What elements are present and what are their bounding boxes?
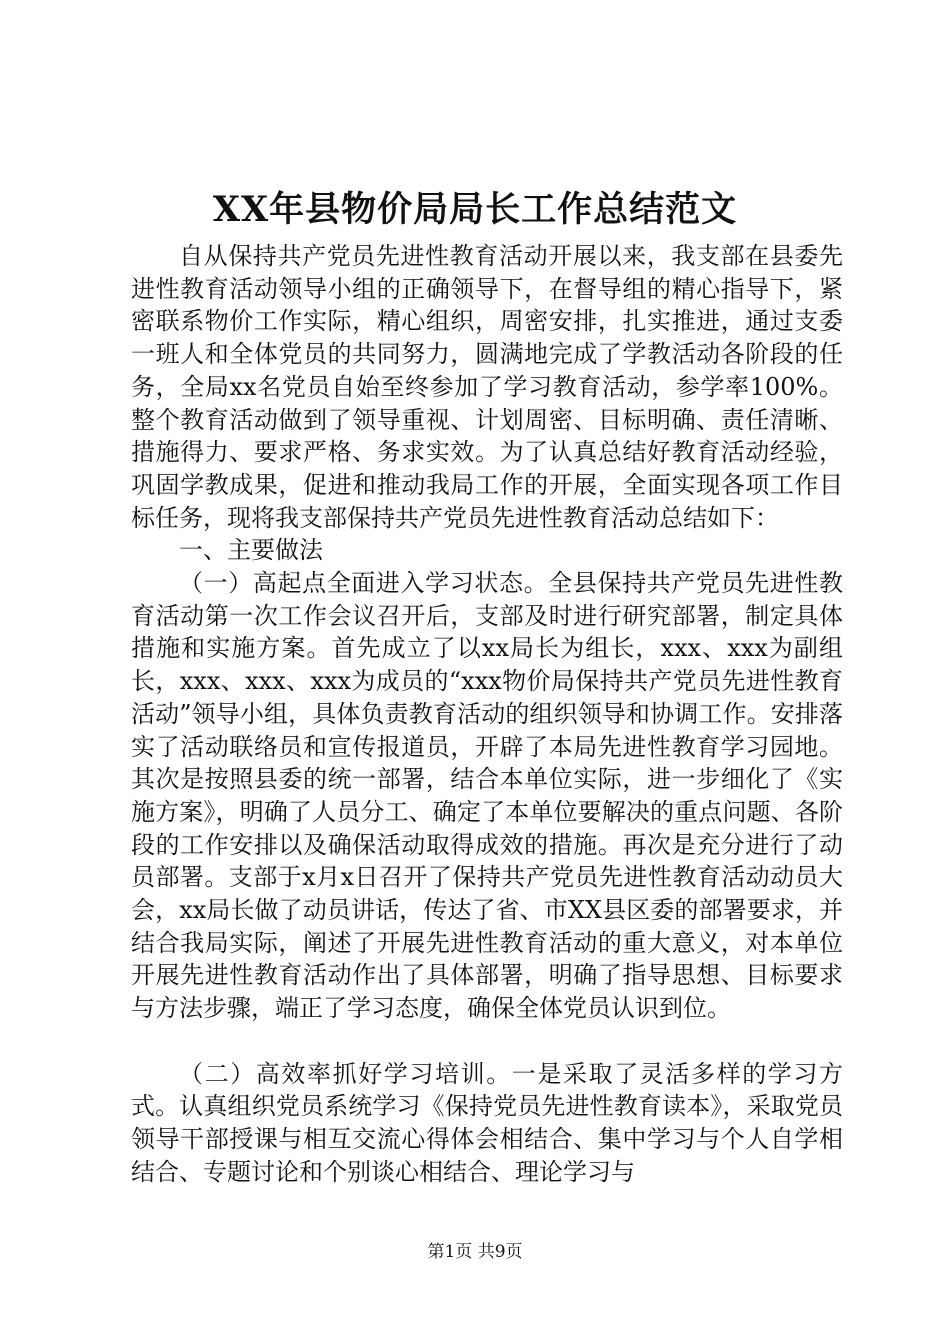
section-heading: 一、主要做法 [179, 536, 323, 565]
document-body [131, 240, 843, 1188]
body-paragraph: （一）高起点全面进入学习状态。全县保持共产党员先进性教育活动第一次工作会议召开后，支部及时进行研究部署，制定具体措施和实施方案。首先成立了以xx局长为组长，xxx、xxx为副组长，xxx、xxx、xxx为成员的“xxx物价局保持共产党员先进性教育活动”领导小组，具体负责教育活动的组织领导和协调工作。安排落实了活动联络员和宣传报道员，开辟了本局先进性教育学习园地。其次是按照县委的统一部署，结合本单位实际，进一步细化了《实施方案》，明确了人员分工、确定了本单位要解决的重点问题、各阶段的工作安排以及确保活动取得成效的措施。再次是充分进行了动员部署。支部于x月x日召开了保持共产党员先进性教育活动动员大会，xx局长做了动员讲话，传达了省、市XX县区委的部署要求，并结合我局实际，阐述了开展先进性教育活动的重大意义，对本单位开展先进性教育活动作出了具体部署，明确了指导思想、目标要求与方法步骤，端正了学习态度，确保全体党员认识到位。 [131, 569, 843, 1023]
page-footer: 第1页 共9页 [427, 1242, 523, 1262]
intro-paragraph: 自从保持共产党员先进性教育活动开展以来，我支部在县委先进性教育活动领导小组的正确领导下，在督导组的精心指导下，紧密联系物价工作实际，精心组织，周密安排，扎实推进，通过支委一班人和全体党员的共同努力，圆满地完成了学教活动各阶段的任务，全局xx名党员自始至终参加了学习教育活动，参学率100%。整个教育活动做到了领导重视、计划周密、目标明确、责任清晰、措施得力、要求严格、务求实效。为了认真总结好教育活动经验，巩固学教成果，促进和推动我局工作的开展，全面实现各项工作目标任务，现将我支部保持共产党员先进性教育活动总结如下： [131, 242, 843, 532]
document-title: XX年县物价局局长工作总结范文 [212, 189, 738, 230]
body-paragraph: （二）高效率抓好学习培训。一是采取了灵活多样的学习方式。认真组织党员系统学习《保持党员先进性教育读本》，采取党员领导干部授课与相互交流心得体会相结合、集中学习与个人自学相结合、专题讨论和个别谈心相结合、理论学习与 [131, 1059, 843, 1186]
